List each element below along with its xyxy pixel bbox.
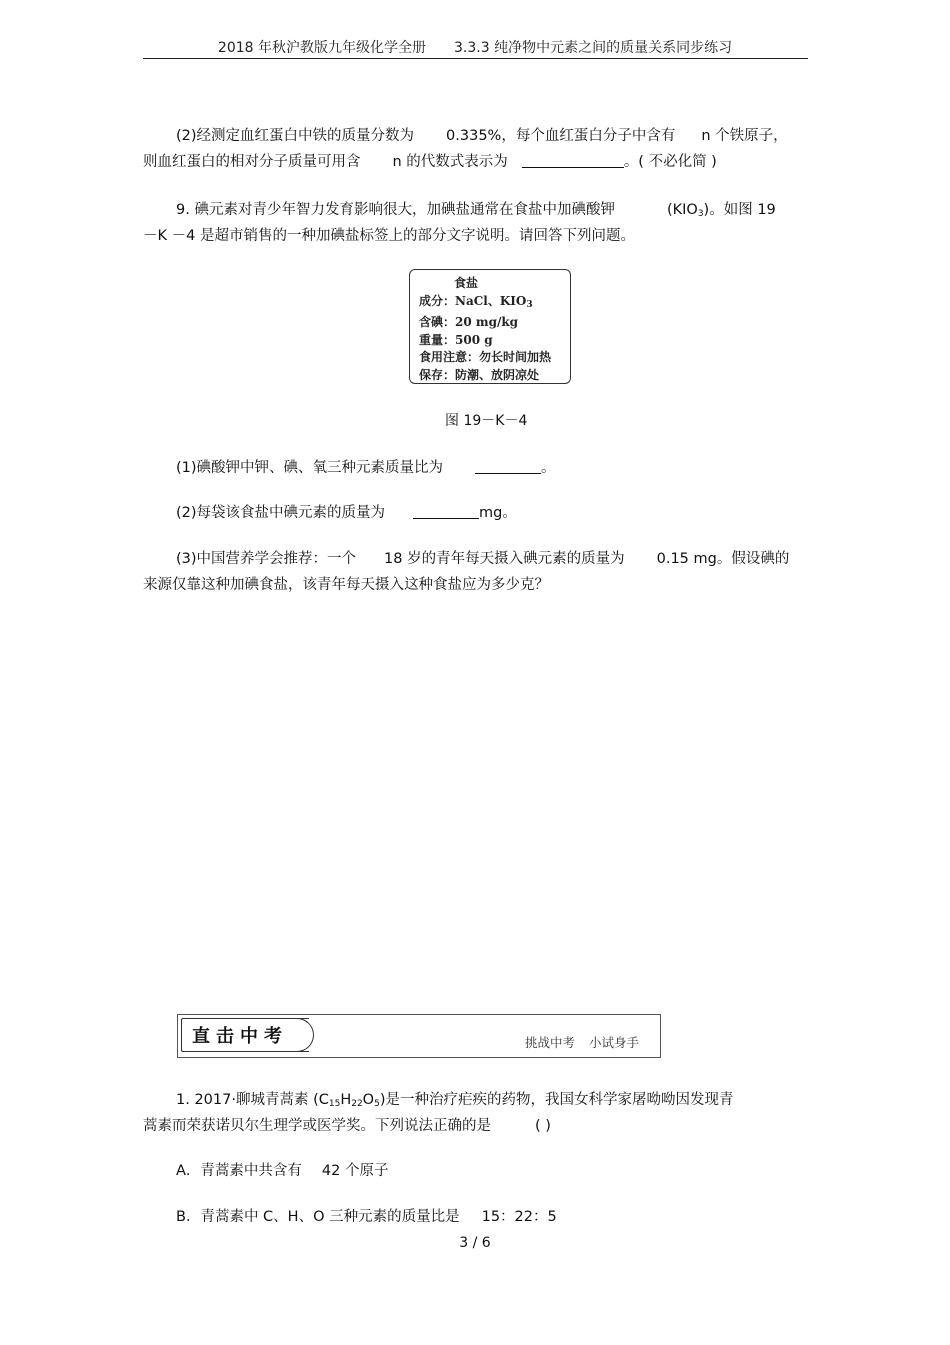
banner-title: 直击中考 xyxy=(192,1026,288,1047)
salt-label-row: 保存：防潮、放阴凉处 xyxy=(419,367,540,382)
q9-text-c: )。如图 19 xyxy=(703,202,776,218)
q9-part3-line1: (3)中国营养学会推荐：一个 18 岁的青年每天摄入碘元素的质量为 0.15 mg。假设碘的 xyxy=(176,551,790,567)
q8-text-a: (2)经测定血红蛋白中铁的质量分数为 xyxy=(176,128,415,144)
q1-line1: 1. 2017·聊城青蒿素 $(C_{15}H_{22}O_5)$是一种治疗疟疾的药物，我国女科学家屠呦呦因发现青 xyxy=(176,1092,734,1109)
q8-text-d: 则血红蛋白的相对分子质量可用含 xyxy=(143,154,361,170)
q1-option-b: B．青蒿素中 C、H、O 三种元素的质量比是 15：22：5 xyxy=(176,1209,557,1225)
q9-part3-line2: 来源仅靠这种加碘食盐，该青年每天摄入这种食盐应为多少克？ xyxy=(143,577,549,593)
page-number: 3 / 6 xyxy=(459,1235,491,1251)
q8-text-f: 。( 不必化简 ) xyxy=(623,154,717,170)
header-rule xyxy=(143,58,808,59)
salt-label-row: 含碘：20 mg/kg xyxy=(419,315,519,329)
q1-option-a: A．青蒿素中共含有 42 个原子 xyxy=(176,1163,389,1179)
answer-parentheses: ( ) xyxy=(535,1118,551,1134)
figure-caption: 图 19－K－4 xyxy=(445,413,528,429)
q9-part1: (1)碘酸钾中钾、碘、氧三种元素质量比为 。 xyxy=(176,460,556,476)
salt-label-figure xyxy=(409,269,571,384)
banner-subtitle: 挑战中考 小试身手 xyxy=(525,1035,640,1050)
salt-label-row: 重量：500 g xyxy=(419,332,493,347)
q9-part2: (2)每袋该食盐中碘元素的质量为 mg。 xyxy=(176,505,517,521)
q9-subscript: 3 xyxy=(697,209,704,219)
q9-line1 xyxy=(176,198,776,219)
q9-text-b: (KIO xyxy=(666,202,698,218)
q9-line2: －K －4 是超市销售的一种加碘盐标签上的部分文字说明。请回答下列问题。 xyxy=(143,228,635,244)
section-banner xyxy=(177,1014,661,1058)
banner-tab-curve xyxy=(290,1018,314,1052)
q8-text-b: 0.335%，每个血红蛋白分子中含有 xyxy=(446,128,676,144)
salt-label-row: 食用注意：勿长时间加热 xyxy=(419,350,552,364)
q8-part2-line2 xyxy=(143,150,717,171)
answer-blank xyxy=(413,505,479,519)
q8-text-c: n 个铁原子， xyxy=(701,128,788,144)
q1-line2: 蒿素而荣获诺贝尔生理学或医学奖。下列说法正确的是 ( ) xyxy=(143,1118,551,1134)
q9-text-a: 9. 碘元素对青少年智力发育影响很大，加碘盐通常在食盐中加碘酸钾 xyxy=(176,202,615,218)
page-header: 2018 年秋沪教版九年级化学全册 3.3.3 纯净物中元素之间的质量关系同步练习 xyxy=(217,40,733,56)
answer-blank xyxy=(475,460,541,474)
salt-label-title: 食盐 xyxy=(454,276,479,290)
salt-label-row: 成分：NaCl、$KIO_3$ xyxy=(419,293,533,310)
q8-part2-line1 xyxy=(176,124,788,145)
q8-text-e: n 的代数式表示为 xyxy=(392,154,508,170)
answer-blank xyxy=(522,154,624,168)
